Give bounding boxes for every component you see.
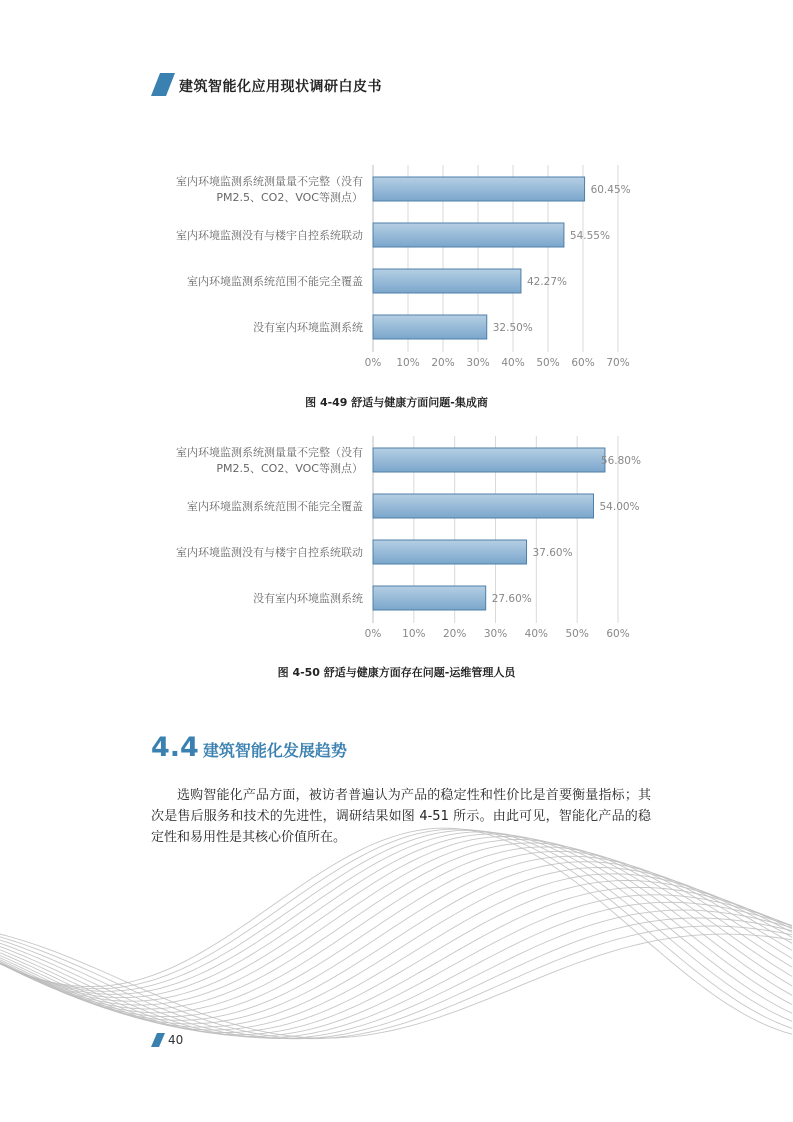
category-label: 室内环境监测系统测量量不完整（没有 (176, 175, 363, 188)
wave-line (0, 895, 792, 1037)
header-title: 建筑智能化应用现状调研白皮书 (179, 79, 382, 95)
data-label: 37.60% (532, 547, 573, 559)
wave-line (0, 926, 792, 1039)
header-slash-icon (151, 73, 175, 96)
category-label: 室内环境监测系统测量量不完整（没有 (176, 446, 363, 459)
bar (373, 315, 487, 339)
figure-caption-4-50: 图 4-50 舒适与健康方面存在问题-运维管理人员 (277, 666, 516, 679)
category-label: 没有室内环境监测系统 (253, 321, 363, 334)
bar (373, 223, 564, 247)
x-tick-label: 50% (536, 357, 560, 369)
x-tick-label: 60% (571, 357, 595, 369)
section-number: 4.4 (151, 732, 199, 763)
x-tick-label: 10% (402, 628, 426, 640)
page-slash-icon (151, 1033, 165, 1047)
body-paragraph (151, 785, 651, 848)
data-label: 42.27% (526, 276, 567, 288)
wave-line (0, 840, 792, 1006)
page-number: 40 (168, 1033, 184, 1047)
section-title: 建筑智能化发展趋势 (202, 741, 347, 760)
section-heading (151, 732, 347, 763)
x-tick-label: 20% (431, 357, 455, 369)
wave-line (0, 847, 792, 1013)
bar-chart-operators (0, 436, 793, 646)
x-tick-label: 40% (501, 357, 525, 369)
x-tick-label: 40% (524, 628, 549, 640)
x-tick-label: 0% (364, 357, 382, 369)
category-label: 室内环境监测系统范围不能完全覆盖 (187, 500, 363, 513)
data-label: 56.80% (600, 455, 641, 467)
wave-line (0, 851, 792, 1016)
x-tick-label: 30% (483, 628, 508, 640)
x-tick-label: 0% (364, 628, 382, 640)
wave-decoration (0, 820, 793, 1122)
wave-line (0, 902, 792, 1037)
data-label: 60.45% (590, 184, 631, 196)
x-tick-label: 50% (565, 628, 589, 640)
category-label: PM2.5、CO2、VOC等测点） (216, 191, 363, 204)
data-label: 32.50% (492, 322, 533, 334)
bar-chart-integrators (0, 165, 793, 375)
category-label: 室内环境监测没有与楼宇自控系统联动 (176, 546, 363, 559)
x-tick-label: 60% (606, 628, 630, 640)
category-label: 室内环境监测没有与楼宇自控系统联动 (176, 229, 363, 242)
paragraph-text: 选购智能化产品方面，被访者普遍认为产品的稳定性和性价比是首要衡量指标；其次是售后服务和技术的先进性，调研结果如图 4-51 所示。由此可见，智能化产品的稳定性和易用性是其核心价值所在。 (151, 788, 651, 845)
x-tick-label: 70% (606, 357, 630, 369)
bar (373, 586, 486, 610)
bar (373, 269, 521, 293)
x-tick-label: 30% (466, 357, 490, 369)
category-label: 室内环境监测系统范围不能完全覆盖 (187, 275, 363, 288)
wave-line (0, 829, 792, 1028)
data-label: 54.00% (599, 501, 640, 513)
category-label: 没有室内环境监测系统 (253, 592, 363, 605)
bar (373, 494, 594, 518)
x-tick-label: 20% (442, 628, 467, 640)
bar (373, 177, 585, 201)
bar (373, 540, 527, 564)
category-label: PM2.5、CO2、VOC等测点） (216, 462, 363, 475)
bar (373, 448, 605, 472)
x-tick-label: 10% (396, 357, 420, 369)
figure-caption-4-49: 图 4-49 舒适与健康方面问题-集成商 (305, 396, 488, 409)
data-label: 27.60% (491, 593, 532, 605)
data-label: 54.55% (569, 230, 610, 242)
